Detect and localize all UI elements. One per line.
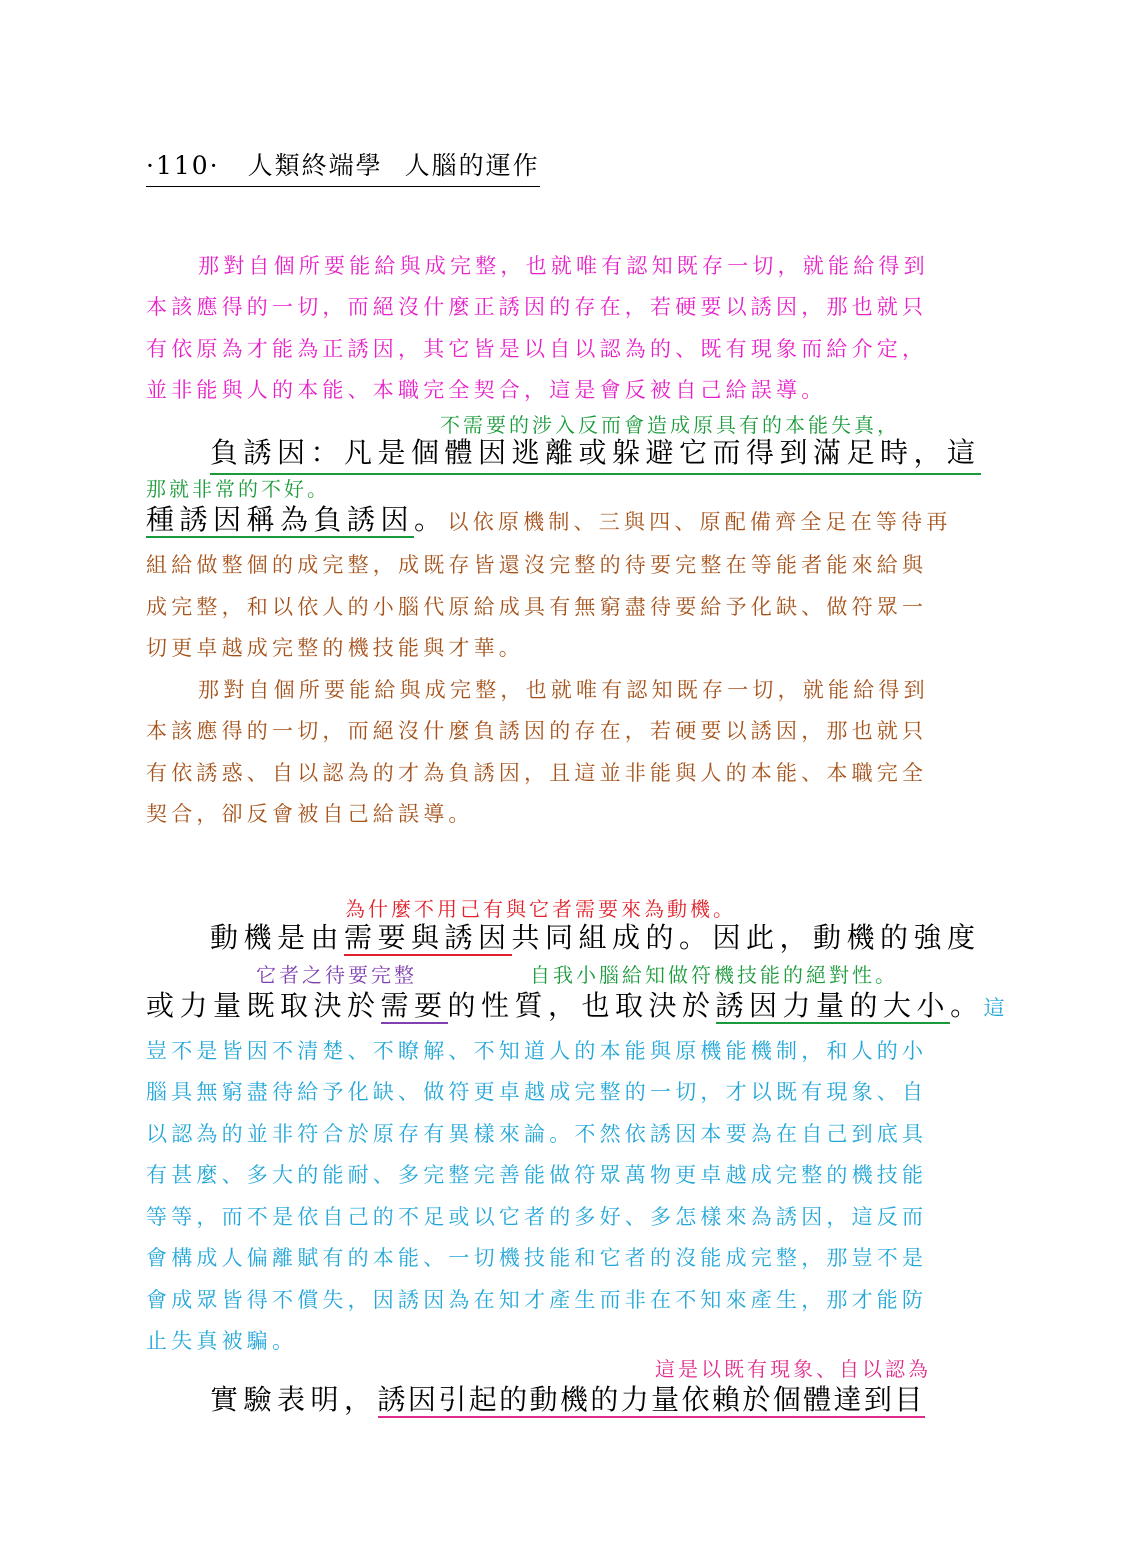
needs-and-incentives: 需要與誘因 [344,921,512,954]
book-title: 人類終端學 [247,151,383,180]
para3-line: 那對自個所要能給與成完整，也就唯有認知既存一切，就能給得到 [198,678,929,702]
punct: 。 [414,503,448,536]
para1-line: 並非能與人的本能、本職完全契合，這是會反被自己給誤導。 [146,378,827,402]
experiment-line [210,1378,925,1418]
para1-line: 那對自個所要能給與成完整，也就唯有認知既存一切，就能給得到 [198,254,929,278]
incentive-strength-term: 誘因力量的大小 [715,989,951,1022]
inline-commentary: 這 [983,996,1011,1020]
experiment-claim: 誘因引起的動機的力量依賴於個體達到目 [377,1383,925,1416]
para4-line: 以認為的並非符合於原存有異樣來論。不然依誘因本要為在自己到底具 [146,1122,928,1146]
para3-line: 契合，卻反會被自己給誤導。 [146,802,474,826]
motive-line-2 [146,984,1010,1024]
annotation-green: 不需要的涉入反而會造成原具有的本能失真， [440,413,900,437]
motive-text: 共同組成的。因此，動機的強度 [511,921,981,954]
annotation-pink: 這是以既有現象、自以認為 [655,1357,931,1381]
motive-text: 的性質，也取決於 [447,989,716,1022]
page-header [146,146,540,187]
para3-line: 本該應得的一切，而絕沒什麼負誘因的存在，若硬要以誘因，那也就只 [146,719,928,743]
chapter-title: 人腦的運作 [404,151,540,180]
neg-incentive-line: 負誘因：凡是個體因逃離或躲避它而得到滿足時，這 [210,431,981,475]
para4-line: 腦具無窮盡待給予化缺、做符更卓越成完整的一切，才以既有現象、自 [146,1080,928,1104]
para4-line: 有甚麼、多大的能耐、多完整完善能做符眾萬物更卓越成完整的機技能 [146,1163,928,1187]
para1-line: 有依原為才能為正誘因，其它皆是以自以認為的、既有現象而給介定， [146,337,928,361]
para3-line: 有依誘惑、自以認為的才為負誘因，且這並非能與人的本能、本職完全 [146,761,928,785]
para4-line: 等等，而不是依自己的不足或以它者的多好、多怎樣來為誘因，這反而 [146,1205,928,1229]
para4-line: 止失真被騙。 [146,1329,298,1353]
para4-line: 會成眾皆得不償失，因誘因為在知才產生而非在不知來產生，那才能防 [146,1288,928,1312]
para1-line: 本該應得的一切，而絕沒什麼正誘因的存在，若硬要以誘因，那也就只 [146,295,928,319]
annotation-green: 自我小腦給知做符機技能的絕對性。 [530,963,898,987]
para4-line: 豈不是皆因不清楚、不瞭解、不知道人的本能與原機能機制，和人的小 [146,1039,928,1063]
para2-line: 切更卓越成完整的機技能與才華。 [146,636,524,660]
annotation-red: 為什麼不用己有與它者需要來為動機。 [345,897,736,921]
motive-text: 或力量既取決於 [146,989,381,1022]
para2-line: 組給做整個的成完整，成既存皆還沒完整的待要完整在等能者能來給與 [146,553,928,577]
neg-incentive-line-2 [146,498,952,538]
motive-line-1 [210,916,981,956]
experiment-text: 實驗表明， [210,1383,378,1416]
motive-text: 動機是由 [210,921,345,954]
para4-line: 會構成人偏離賦有的本能、一切機技能和它者的沒能成完整，那豈不是 [146,1246,928,1270]
punct: 。 [950,989,984,1022]
neg-incentive-term: 種誘因稱為負誘因 [146,503,415,536]
page-number: ·110· [146,151,220,180]
annotation-green: 那就非常的不好。 [146,477,330,501]
needs-term: 需要 [380,989,448,1022]
annotation-purple: 它者之待要完整 [256,963,417,987]
para2-line: 成完整，和以依人的小腦代原給成具有無窮盡待要給予化缺、做符眾一 [146,595,928,619]
inline-commentary: 以依原機制、三與四、原配備齊全足在等待再 [447,510,952,534]
